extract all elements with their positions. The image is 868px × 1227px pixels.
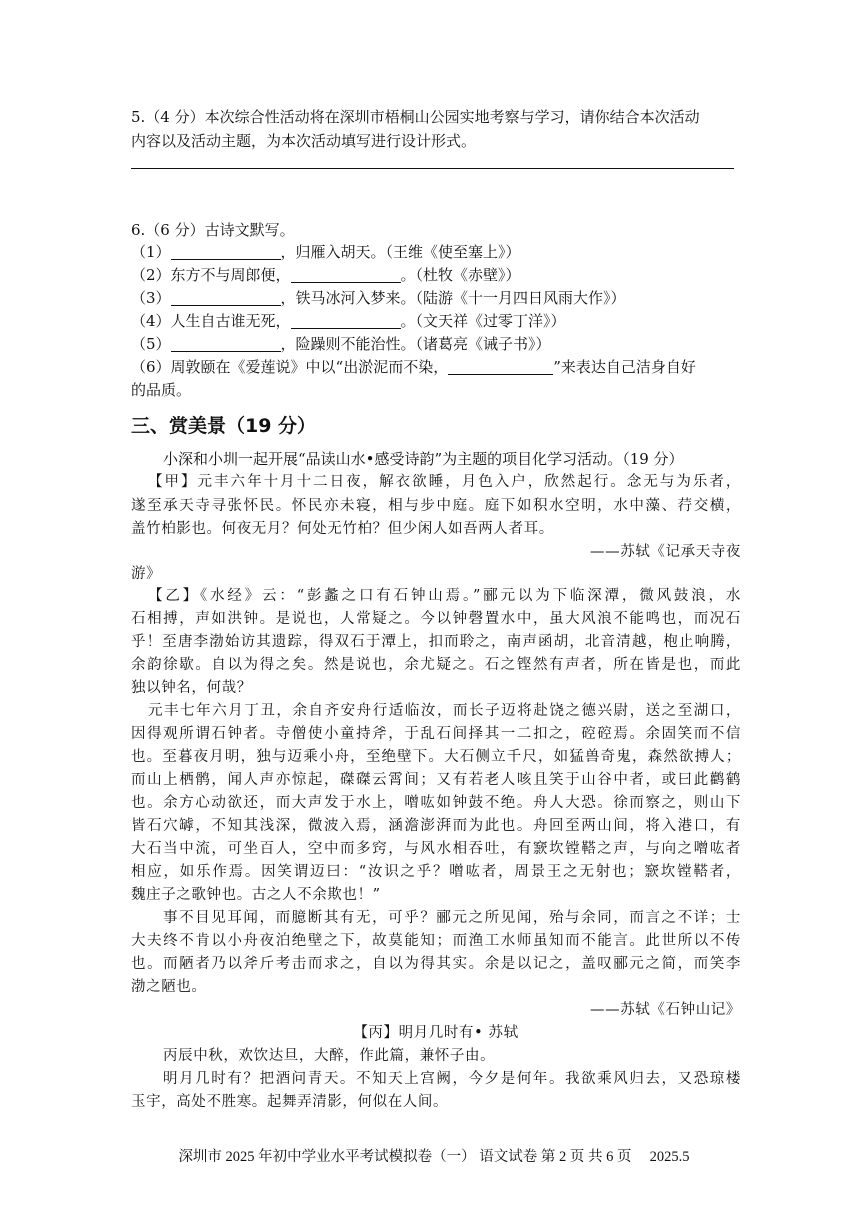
q6-item-1: （1） ，归雁入胡天。（王维《使至塞上》） xyxy=(131,243,521,261)
yi-p2-line-9: 魏庄子之歌钟也。古之人不余欺也！” xyxy=(131,887,381,903)
q6-item-5: （5） ，险躁则不能治性。（诸葛亮《诫子书》） xyxy=(131,335,551,353)
yi-p2-line-3: 也。至暮夜月明，独与迈乘小舟，至绝壁下。大石侧立千尺，如猛兽奇鬼，森然欲搏人； xyxy=(131,749,741,765)
q6-item-6-line-2: 的品质。 xyxy=(131,381,192,399)
bing-title: 【丙】明月几时有• 苏轼 xyxy=(353,1025,519,1041)
yi-p3-line-1: 事不目见耳闻，而臆断其有无，可乎？郦元之所见闻，殆与余同，而言之不详；士 xyxy=(163,910,741,926)
bing-preface: 丙辰中秋，欢饮达旦，大醉，作此篇，兼怀子由。 xyxy=(163,1048,496,1064)
q6-item-4: （4）人生自古谁无死， 。（文天祥《过零丁洋》） xyxy=(131,312,566,330)
bing-line-1: 明月几时有？把酒问青天。不知天上宫阙，今夕是何年。我欲乘风归去，又恐琼楼 xyxy=(163,1071,741,1087)
section-heading: 三、赏美景（19 分） xyxy=(131,415,317,437)
yi-p1-line-2: 石相搏，声如洪钟。是说也，人常疑之。今以钟磬置水中，虽大风浪不能鸣也，而况石 xyxy=(131,611,741,627)
yi-source: ——苏轼《石钟山记》 xyxy=(590,1002,741,1018)
jia-source: ——苏轼《记承天寺夜 xyxy=(590,544,741,560)
jia-line-3: 盖竹柏影也。何夜无月？何处无竹柏？但少闲人如吾两人者耳。 xyxy=(131,521,554,537)
q6-item-3-blank[interactable] xyxy=(171,291,281,306)
q5-line-1: 5.（4 分）本次综合性活动将在深圳市梧桐山公园实地考察与学习，请你结合本次活动 xyxy=(131,108,700,126)
q6-item-1-blank[interactable] xyxy=(171,245,281,260)
yi-p2-line-8: 相应，如乐作焉。因笑谓迈曰：“汝识之乎？噌吰者，周景王之无射也；窾坎镗鞳者， xyxy=(131,864,741,880)
page-footer: 深圳市 2025 年初中学业水平考试模拟卷（一） 语文试卷 第 2 页 共 6 页 2025.5 xyxy=(178,1149,690,1165)
q6-item-5-blank[interactable] xyxy=(171,337,281,352)
yi-p3-line-2: 大夫终不肯以小舟夜泊绝壁之下，故莫能知；而渔工水师虽知而不能言。此世所以不传 xyxy=(131,933,741,949)
q6-title: 6.（6 分）古诗文默写。 xyxy=(131,221,295,239)
q6-item-3: （3） ，铁马冰河入梦来。（陆游《十一月四日风雨大作》） xyxy=(131,289,626,307)
yi-p2-line-7: 大石当中流，可坐百人，空中而多窍，与风水相吞吐，有窾坎镗鞳之声，与向之噌吰者 xyxy=(131,841,741,857)
jia-line-2: 遂至承天寺寻张怀民。怀民亦未寝，相与步中庭。庭下如积水空明，水中藻、荇交横， xyxy=(131,498,741,514)
section-intro: 小深和小圳一起开展“品读山水•感受诗韵”为主题的项目化学习活动。（19 分） xyxy=(163,450,684,468)
q6-item-2: （2）东方不与周郎便， 。（杜牧《赤壁》） xyxy=(131,266,521,284)
yi-p2-line-4: 而山上栖鹘，闻人声亦惊起，磔磔云霄间；又有若老人咳且笑于山谷中者，或曰此鹳鹤 xyxy=(131,772,741,788)
q5-line-2: 内容以及活动主题，为本次活动填写进行设计形式。 xyxy=(131,132,477,150)
q6-item-6-blank[interactable] xyxy=(448,360,553,375)
yi-p1-line-5: 独以钟名，何哉？ xyxy=(131,680,252,696)
q6-item-4-blank[interactable] xyxy=(291,314,401,329)
yi-p1-line-1: 【乙】《水经》云：“彭蠡之口有石钟山焉。”郦元以为下临深潭，微风鼓浪，水 xyxy=(148,588,741,604)
yi-p3-line-4: 渤之陋也。 xyxy=(131,979,207,995)
yi-p2-line-1: 元丰七年六月丁丑，余自齐安舟行适临汝，而长子迈将赴饶之德兴尉，送之至湖口， xyxy=(148,703,741,719)
q6-item-6: （6）周敦颐在《爱莲说》中以“出淤泥而不染， ”来表达自己洁身自好 xyxy=(131,358,696,376)
bing-line-2: 玉宇，高处不胜寒。起舞弄清影，何似在人间。 xyxy=(131,1094,449,1110)
yi-p2-line-2: 因得观所谓石钟者。寺僧使小童持斧，于乱石间择其一二扣之，硿硿焉。余固笑而不信 xyxy=(131,726,741,742)
yi-p1-line-3: 乎！至唐李渤始访其遗踪，得双石于潭上，扣而聆之，南声函胡，北音清越，枹止响腾， xyxy=(131,634,741,650)
q6-item-2-blank[interactable] xyxy=(291,268,401,283)
yi-p2-line-5: 也。余方心动欲还，而大声发于水上，噌吰如钟鼓不绝。舟人大恐。徐而察之，则山下 xyxy=(131,795,741,811)
yi-p2-line-6: 皆石穴罅，不知其浅深，微波入焉，涵澹澎湃而为此也。舟回至两山间，将入港口，有 xyxy=(131,818,741,834)
yi-p3-line-3: 也。而陋者乃以斧斤考击而求之，自以为得其实。余是以记之，盖叹郦元之简，而笑李 xyxy=(131,956,741,972)
jia-source-cont: 游》 xyxy=(131,566,162,582)
jia-line-1: 【甲】元丰六年十月十二日夜，解衣欲睡，月色入户，欣然起行。念无与为乐者， xyxy=(148,474,741,490)
q5-answer-line[interactable] xyxy=(131,168,734,169)
yi-p1-line-4: 余韵徐歇。自以为得之矣。然是说也，余尤疑之。石之铿然有声者，所在皆是也，而此 xyxy=(131,657,741,673)
